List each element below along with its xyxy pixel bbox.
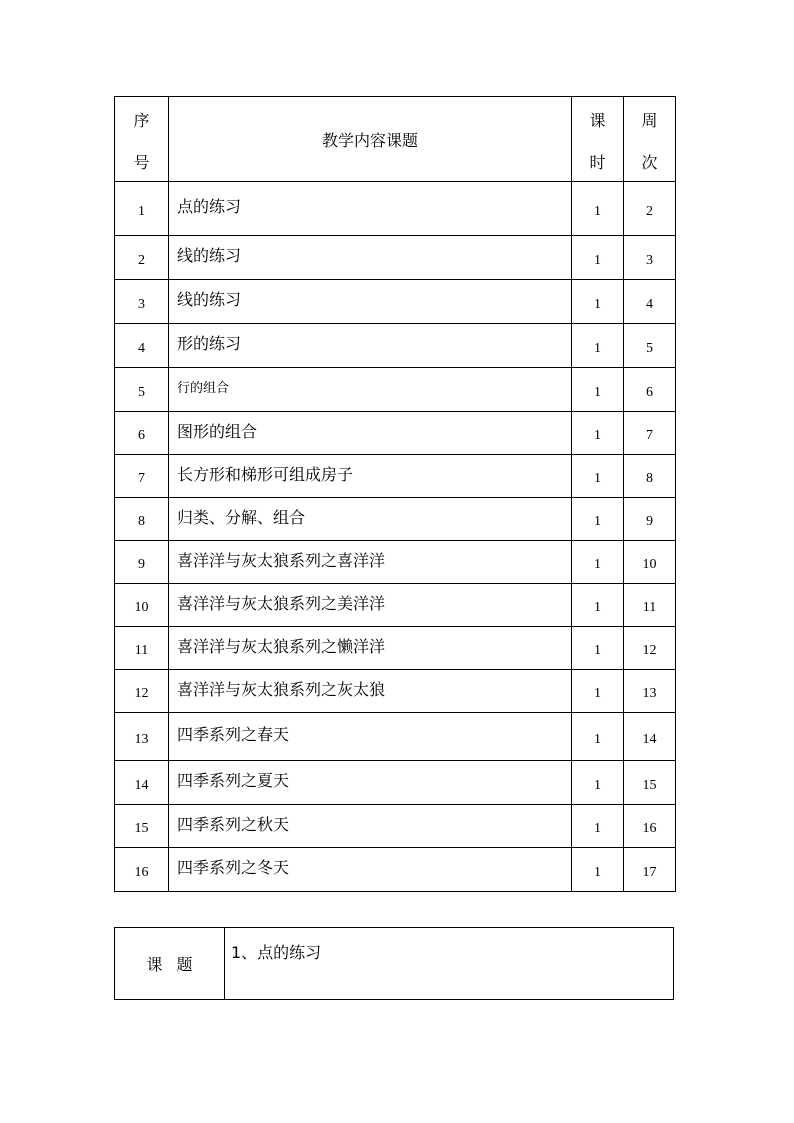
- table-row: [115, 627, 676, 670]
- table-row: [115, 182, 676, 236]
- row-class-hours: 1: [572, 761, 624, 805]
- row-serial-number: 5: [115, 368, 169, 412]
- row-week: 17: [624, 848, 676, 892]
- row-lesson-topic: 四季系列之冬天: [169, 848, 572, 892]
- row-serial-number: 6: [115, 412, 169, 455]
- table-row: [115, 805, 676, 848]
- row-class-hours: 1: [572, 280, 624, 324]
- table-row: [115, 455, 676, 498]
- table-row: [115, 584, 676, 627]
- table-row: [115, 713, 676, 761]
- row-week: 12: [624, 627, 676, 670]
- row-week: 10: [624, 541, 676, 584]
- row-lesson-topic: 行的组合: [169, 368, 572, 412]
- schedule-body: [115, 182, 676, 892]
- row-lesson-topic: 喜洋洋与灰太狼系列之灰太狼: [169, 670, 572, 713]
- row-serial-number: 12: [115, 670, 169, 713]
- row-lesson-topic: 形的练习: [169, 324, 572, 368]
- row-lesson-topic: 喜洋洋与灰太狼系列之懒洋洋: [169, 627, 572, 670]
- row-lesson-topic: 线的练习: [169, 236, 572, 280]
- table-header-row: [115, 97, 676, 182]
- row-lesson-topic: 四季系列之春天: [169, 713, 572, 761]
- table-row: [115, 236, 676, 280]
- row-class-hours: 1: [572, 848, 624, 892]
- row-serial-number: 9: [115, 541, 169, 584]
- lesson-schedule-table: [114, 96, 676, 892]
- row-class-hours: 1: [572, 236, 624, 280]
- row-serial-number: 7: [115, 455, 169, 498]
- row-class-hours: 1: [572, 498, 624, 541]
- row-week: 5: [624, 324, 676, 368]
- row-class-hours: 1: [572, 805, 624, 848]
- row-serial-number: 2: [115, 236, 169, 280]
- row-week: 14: [624, 713, 676, 761]
- table-row: [115, 848, 676, 892]
- row-serial-number: 16: [115, 848, 169, 892]
- row-lesson-topic: 图形的组合: [169, 412, 572, 455]
- topic-table: [114, 927, 674, 1000]
- table-row: [115, 368, 676, 412]
- row-week: 16: [624, 805, 676, 848]
- header-serial-number: 序 号: [115, 97, 169, 182]
- row-class-hours: 1: [572, 584, 624, 627]
- row-serial-number: 15: [115, 805, 169, 848]
- row-week: 3: [624, 236, 676, 280]
- row-week: 15: [624, 761, 676, 805]
- row-week: 7: [624, 412, 676, 455]
- row-serial-number: 4: [115, 324, 169, 368]
- row-lesson-topic: 四季系列之秋天: [169, 805, 572, 848]
- row-week: 13: [624, 670, 676, 713]
- header-week: 周 次: [624, 97, 676, 182]
- row-lesson-topic: 喜洋洋与灰太狼系列之美洋洋: [169, 584, 572, 627]
- table-row: [115, 412, 676, 455]
- row-class-hours: 1: [572, 455, 624, 498]
- topic-value: 1、点的练习: [225, 928, 674, 1000]
- row-class-hours: 1: [572, 541, 624, 584]
- table-row: [115, 670, 676, 713]
- row-week: 9: [624, 498, 676, 541]
- row-week: 6: [624, 368, 676, 412]
- header-class-hours: 课 时: [572, 97, 624, 182]
- row-class-hours: 1: [572, 182, 624, 236]
- table-row: [115, 280, 676, 324]
- row-lesson-topic: 归类、分解、组合: [169, 498, 572, 541]
- row-lesson-topic: 喜洋洋与灰太狼系列之喜洋洋: [169, 541, 572, 584]
- row-serial-number: 14: [115, 761, 169, 805]
- table-row: [115, 498, 676, 541]
- row-serial-number: 3: [115, 280, 169, 324]
- row-class-hours: 1: [572, 412, 624, 455]
- row-week: 2: [624, 182, 676, 236]
- row-serial-number: 8: [115, 498, 169, 541]
- row-class-hours: 1: [572, 670, 624, 713]
- row-week: 4: [624, 280, 676, 324]
- row-class-hours: 1: [572, 713, 624, 761]
- row-class-hours: 1: [572, 368, 624, 412]
- table-row: [115, 761, 676, 805]
- row-class-hours: 1: [572, 627, 624, 670]
- row-serial-number: 1: [115, 182, 169, 236]
- row-serial-number: 10: [115, 584, 169, 627]
- row-lesson-topic: 四季系列之夏天: [169, 761, 572, 805]
- row-serial-number: 11: [115, 627, 169, 670]
- row-lesson-topic: 点的练习: [169, 182, 572, 236]
- row-week: 8: [624, 455, 676, 498]
- table-row: [115, 324, 676, 368]
- row-serial-number: 13: [115, 713, 169, 761]
- topic-row: [115, 928, 674, 1000]
- row-week: 11: [624, 584, 676, 627]
- table-row: [115, 541, 676, 584]
- row-lesson-topic: 长方形和梯形可组成房子: [169, 455, 572, 498]
- topic-label: 课 题: [115, 928, 225, 1000]
- header-lesson-topic: 教学内容课题: [169, 97, 572, 182]
- row-class-hours: 1: [572, 324, 624, 368]
- row-lesson-topic: 线的练习: [169, 280, 572, 324]
